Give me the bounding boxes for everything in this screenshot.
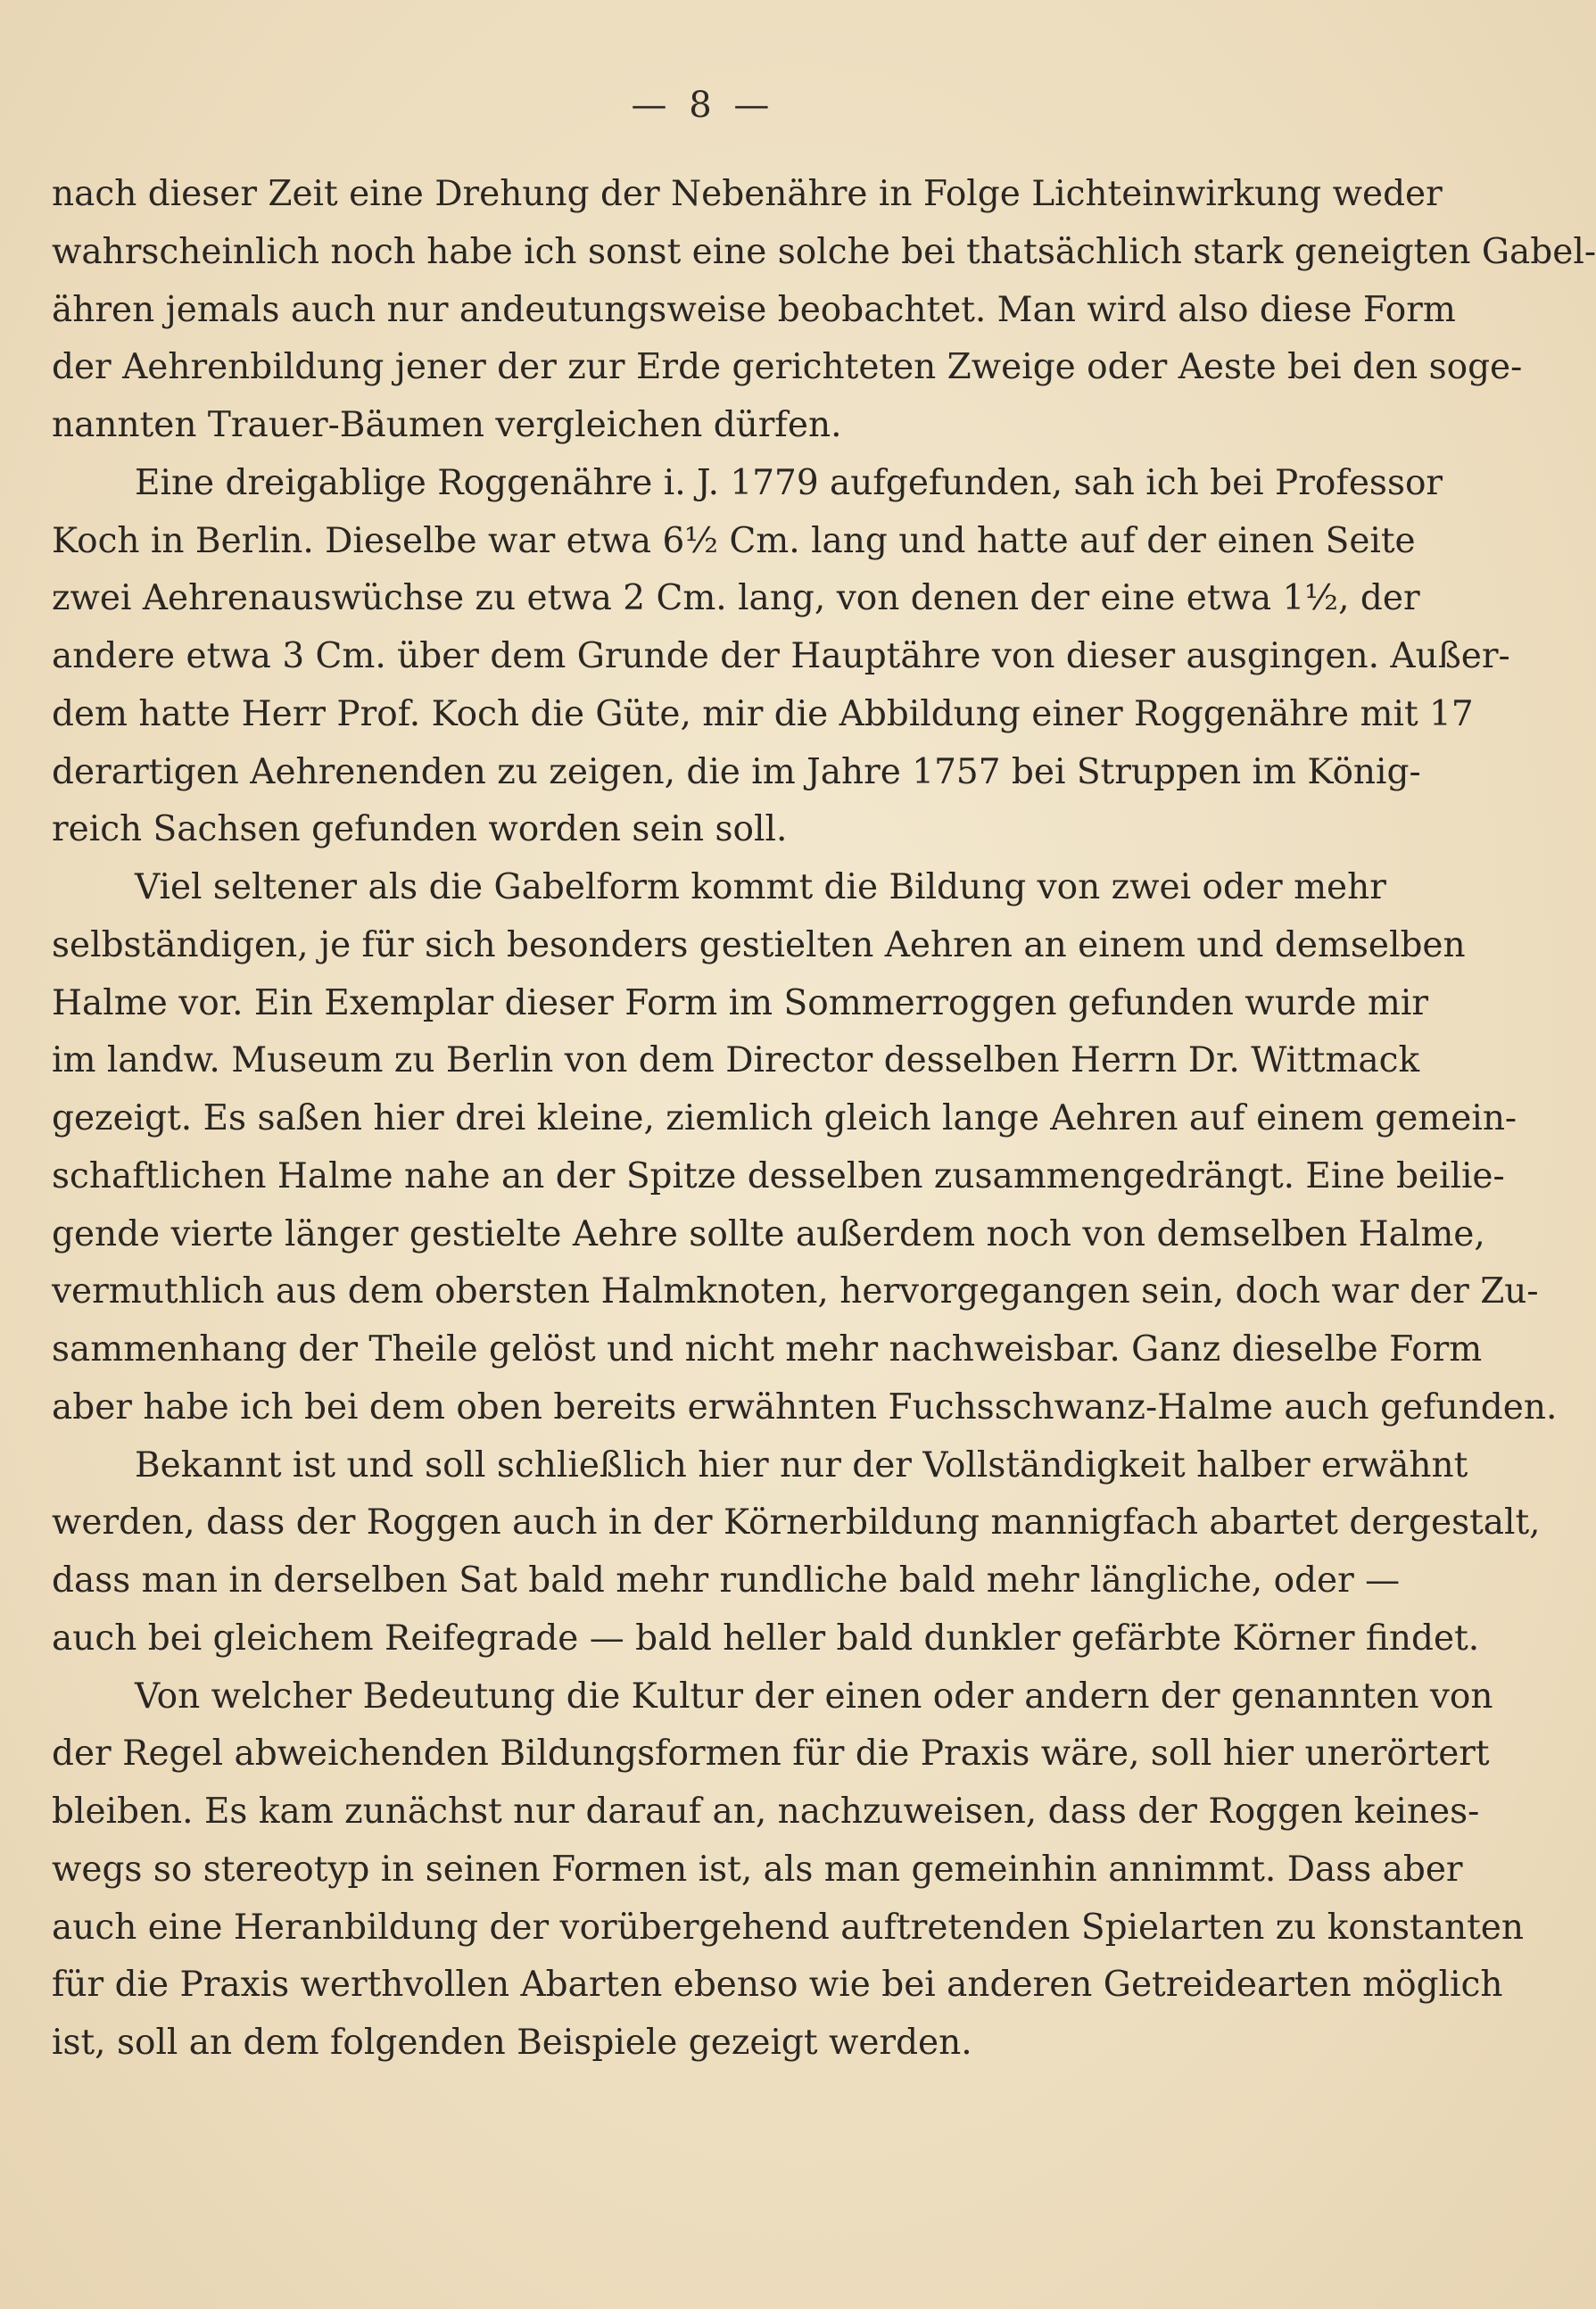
- text-line: nach dieser Zeit eine Drehung der Nebenähre in Folge Lichteinwirkung weder: [52, 174, 1443, 214]
- text-line: Koch in Berlin. Dieselbe war etwa 6½ Cm. lang und hatte auf der einen Seite: [52, 520, 1416, 561]
- text-line: Viel seltener als die Gabelform kommt die Bildung von zwei oder mehr: [135, 867, 1386, 907]
- text-line: auch eine Heranbildung der vorübergehend auftretenden Spielarten zu konstanten: [52, 1907, 1524, 1948]
- text-line: dem hatte Herr Prof. Koch die Güte, mir die Abbildung einer Roggenähre mit 17: [52, 693, 1474, 734]
- text-line: der Aehrenbildung jener der zur Erde gerichteten Zweige oder Aeste bei den soge-: [52, 347, 1523, 388]
- text-line: vermuthlich aus dem obersten Halmknoten, hervorgegangen sein, doch war der Zu-: [52, 1271, 1539, 1312]
- text-line: gezeigt. Es saßen hier drei kleine, ziemlich gleich lange Aehren auf einem gemein-: [52, 1098, 1517, 1138]
- page-number: — 8 —: [631, 85, 775, 126]
- body-text: [52, 166, 1596, 2073]
- text-line: schaftlichen Halme nahe an der Spitze desselben zusammengedrängt. Eine beilie-: [52, 1155, 1505, 1196]
- text-line: nannten Trauer-Bäumen vergleichen dürfen.: [52, 405, 842, 445]
- text-line: bleiben. Es kam zunächst nur darauf an, nachzuweisen, dass der Roggen keines-: [52, 1792, 1480, 1832]
- text-line: zwei Aehrenauswüchse zu etwa 2 Cm. lang, von denen der eine etwa 1½, der: [52, 578, 1420, 619]
- text-line: Halme vor. Ein Exemplar dieser Form im Sommerroggen gefunden wurde mir: [52, 982, 1428, 1023]
- text-line: der Regel abweichenden Bildungsformen für die Praxis wäre, soll hier unerörtert: [52, 1734, 1490, 1775]
- text-line: auch bei gleichem Reifegrade — bald heller bald dunkler gefärbte Körner findet.: [52, 1618, 1480, 1659]
- text-line: Bekannt ist und soll schließlich hier nur der Vollständigkeit halber erwähnt: [135, 1444, 1468, 1486]
- text-line: Eine dreigablige Roggenähre i. J. 1779 aufgefunden, sah ich bei Professor: [135, 462, 1443, 503]
- text-line: derartigen Aehrenenden zu zeigen, die im Jahre 1757 bei Struppen im König-: [52, 751, 1421, 792]
- text-line: werden, dass der Roggen auch in der Körnerbildung mannigfach abartet dergestalt,: [52, 1502, 1541, 1543]
- text-line: selbständigen, je für sich besonders gestielten Aehren an einem und demselben: [52, 924, 1466, 965]
- text-line: gende vierte länger gestielte Aehre sollte außerdem noch von demselben Halme,: [52, 1213, 1485, 1254]
- text-line: wegs so stereotyp in seinen Formen ist, als man gemeinhin annimmt. Dass aber: [52, 1849, 1463, 1890]
- text-line: ähren jemals auch nur andeutungsweise beobachtet. Man wird also diese Form: [52, 289, 1456, 330]
- text-line: andere etwa 3 Cm. über dem Grunde der Hauptähre von dieser ausgingen. Außer-: [52, 636, 1510, 676]
- text-line: aber habe ich bei dem oben bereits erwähnten Fuchsschwanz-Halme auch gefunden.: [52, 1386, 1558, 1428]
- text-line: sammenhang der Theile gelöst und nicht mehr nachweisbar. Ganz dieselbe Form: [52, 1329, 1483, 1370]
- text-line: im landw. Museum zu Berlin von dem Director desselben Herrn Dr. Wittmack: [52, 1040, 1420, 1081]
- text-line: für die Praxis werthvollen Abarten ebenso wie bei anderen Getreidearten möglich: [52, 1965, 1503, 2006]
- text-line: dass man in derselben Sat bald mehr rundliche bald mehr längliche, oder —: [52, 1560, 1401, 1601]
- text-line: Von welcher Bedeutung die Kultur der einen oder andern der genannten von: [135, 1676, 1493, 1717]
- text-line: ist, soll an dem folgenden Beispiele gezeigt werden.: [52, 2023, 972, 2063]
- text-line: wahrscheinlich noch habe ich sonst eine solche bei thatsächlich stark geneigten Gabel-: [52, 231, 1596, 272]
- text-line: reich Sachsen gefunden worden sein soll.: [52, 809, 788, 850]
